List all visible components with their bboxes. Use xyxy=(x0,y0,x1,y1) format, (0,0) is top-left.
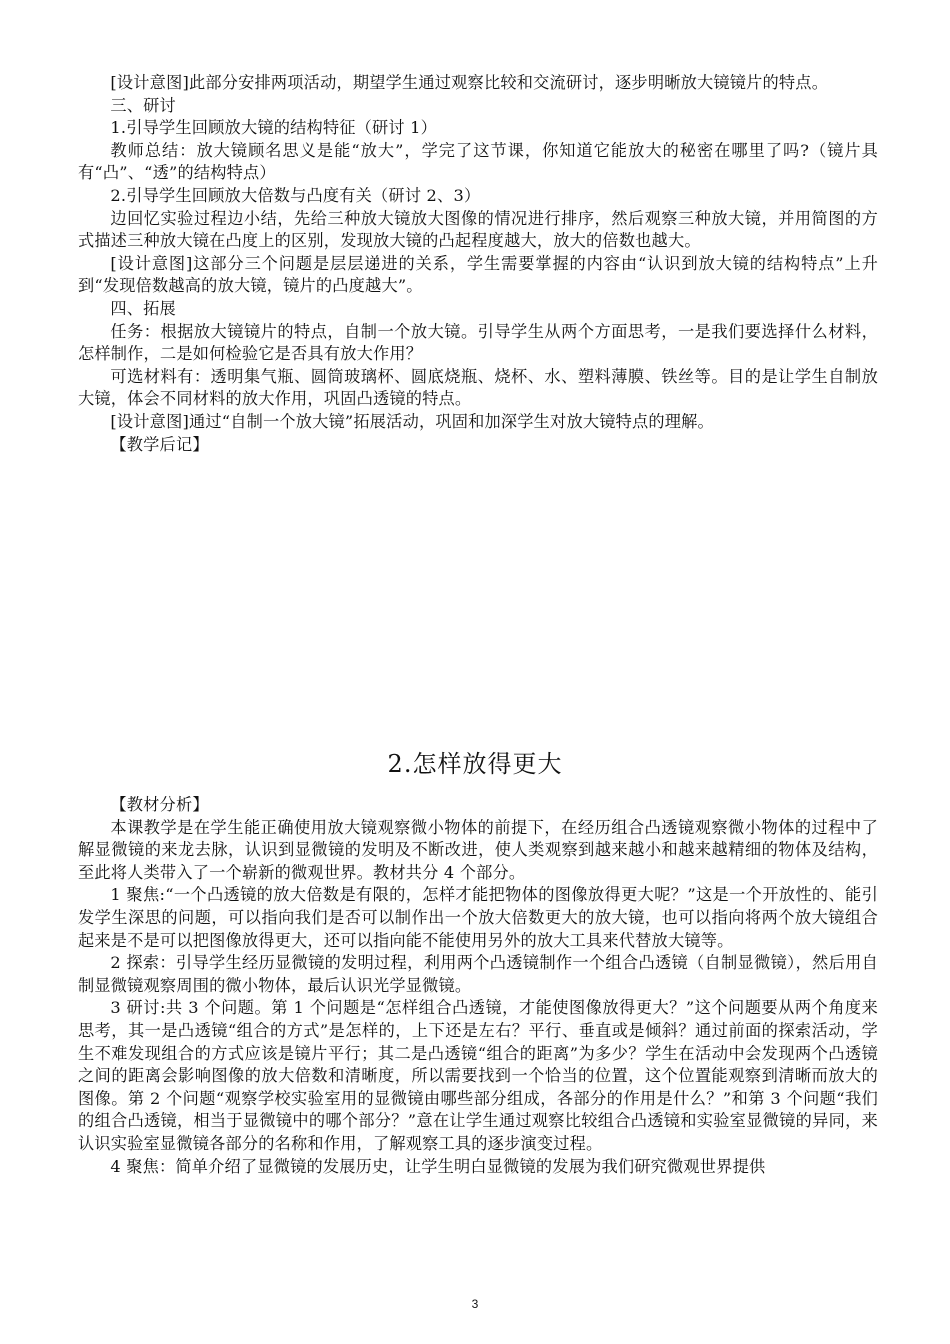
task-paragraph: 任务：根据放大镜镜片的特点，自制一个放大镜。引导学生从两个方面思考，一是我们要选择什么材料，怎样制作，二是如何检验它是否具有放大作用？ xyxy=(78,321,878,364)
teacher-summary-paragraph: 教师总结：放大镜顾名思义是能“放大”，学完了这节课，你知道它能放大的秘密在哪里了吗?（镜片具有“凸”、“透”的结构特点） xyxy=(78,140,878,183)
bottom-section xyxy=(78,794,878,1178)
teaching-notes-heading: 【教学后记】 xyxy=(110,434,209,454)
design-intent-paragraph-3: [设计意图]通过“自制一个放大镜”拓展活动，巩固和加深学生对放大镜特点的理解。 xyxy=(110,411,714,431)
focus-history-paragraph: 4 聚焦：简单介绍了显微镜的发展历史，让学生明白显微镜的发展为我们研究微观世界提供 xyxy=(110,1156,766,1176)
material-analysis-heading: 【教材分析】 xyxy=(110,795,209,814)
page-number: 3 xyxy=(471,1297,479,1311)
top-section xyxy=(78,72,878,456)
material-analysis-paragraph: 本课教学是在学生能正确使用放大镜观察微小物体的前提下，在经历组合凸透镜观察微小物体的过程中了解显微镜的来龙去脉，认识到显微镜的发明及不断改进，使人类观察到越来越小和越来越精细的物体及结构，至此将人类带入了一个崭新的微观世界。教材共分 4 个部分。 xyxy=(78,817,878,882)
design-intent-paragraph-2: [设计意图]这部分三个问题是层层递进的关系，学生需要掌握的内容由“认识到放大镜的结构特点”上升到“发现倍数越高的放大镜，镜片的凸度越大”。 xyxy=(78,253,878,296)
focus-paragraph: 1 聚焦:“一个凸透镜的放大倍数是有限的，怎样才能把物体的图像放得更大呢？”这是一个开放性的、能引发学生深思的问题，可以指向我们是否可以制作出一个放大倍数更大的放大镜，也可以指向将两个放大镜组合起来是不是可以把图像放得更大，还可以指向能不能使用另外的放大工具来代替放大镜等。 xyxy=(78,885,878,950)
discussion-item-1: 1.引导学生回顾放大镜的结构特征（研讨 1） xyxy=(110,118,438,138)
section-heading-discussion: 三、研讨 xyxy=(110,95,176,115)
materials-paragraph: 可选材料有：透明集气瓶、圆筒玻璃杯、圆底烧瓶、烧杯、水、塑料薄膜、铁丝等。目的是让学生自制放大镜，体会不同材料的放大作用，巩固凸透镜的特点。 xyxy=(78,366,878,409)
explore-paragraph: 2 探索：引导学生经历显微镜的发明过程，利用两个凸透镜制作一个组合凸透镜（自制显微镜），然后用自制显微镜观察周围的微小物体，最后认识光学显微镜。 xyxy=(78,953,878,995)
discussion-item-2: 2.引导学生回顾放大倍数与凸度有关（研讨 2、3） xyxy=(110,185,481,205)
discussion-paragraph: 3 研讨:共 3 个问题。第 1 个问题是“怎样组合凸透镜，才能使图像放得更大？”这个问题要从两个角度来思考，其一是凸透镜“组合的方式”是怎样的，上下还是左右？平行、垂直或是倾斜？通过前面的探索活动，学生不难发现组合的方式应该是镜片平行；其二是凸透镜“组合的距离”为多少？学生在活动中会发现两个凸透镜之间的距离会影响图像的放大倍数和清晰度，所以需要找到一个恰当的位置，这个位置能观察到清晰而放大的图像。第 2 个问题“观察学校实验室用的显微镜由哪些部分组成，各部分的作用是什么？”和第 3 个问题“我们的组合凸透镜，相当于显微镜中的哪个部分？”意在让学生通过观察比较组合凸透镜和实验室显微镜的异同，来认识实验室显微镜各部分的名称和作用，了解观察工具的逐步演变过程。 xyxy=(78,998,878,1153)
design-intent-paragraph-1: [设计意图]此部分安排两项活动，期望学生通过观察比较和交流研讨，逐步明晰放大镜镜片的特点。 xyxy=(110,73,829,92)
section-heading-extension: 四、拓展 xyxy=(110,298,176,318)
review-summary-paragraph: 边回忆实验过程边小结，先给三种放大镜放大图像的情况进行排序，然后观察三种放大镜，并用简图的方式描述三种放大镜在凸度上的区别，发现放大镜的凸起程度越大，放大的倍数也越大。 xyxy=(78,208,878,251)
lesson-title: 2.怎样放得更大 xyxy=(387,750,563,778)
